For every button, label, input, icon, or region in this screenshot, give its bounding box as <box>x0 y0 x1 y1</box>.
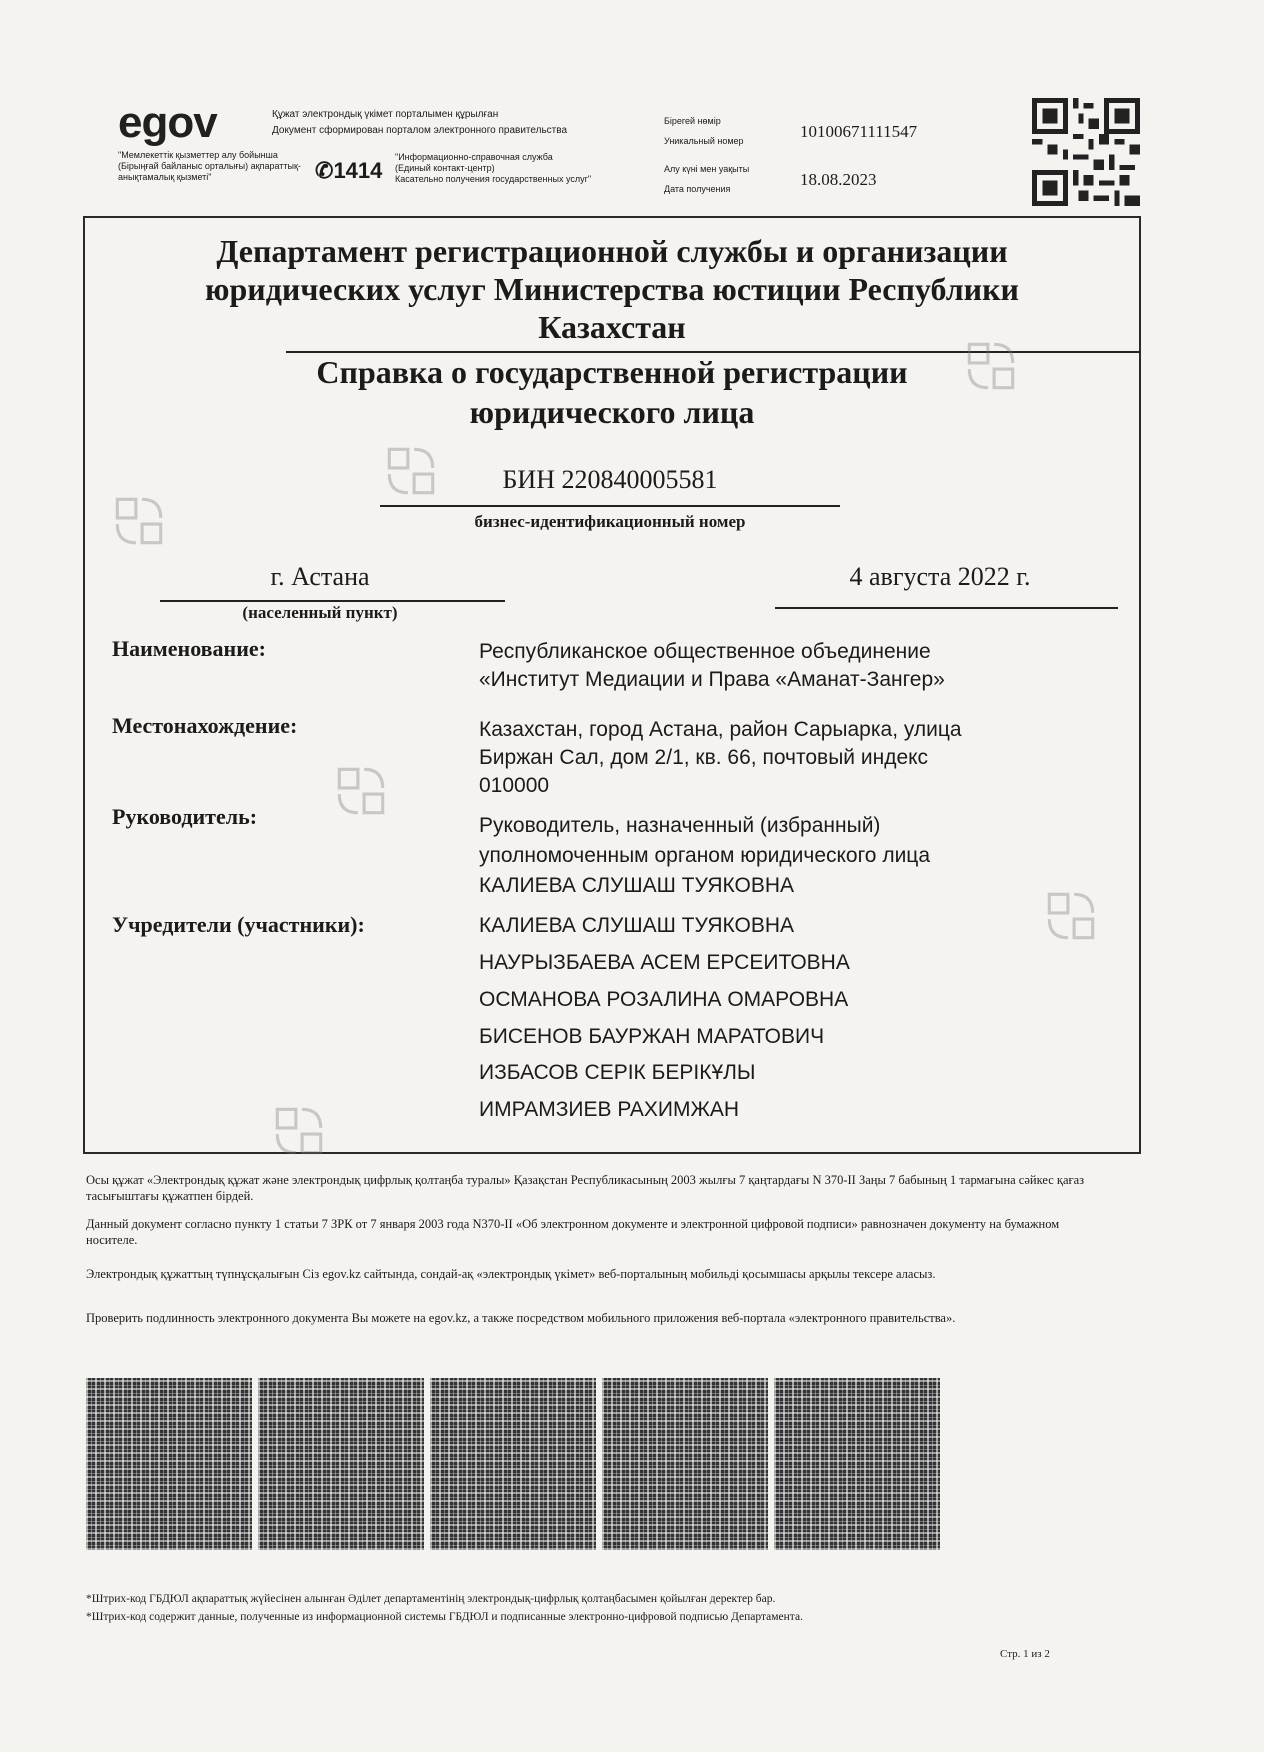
ornament-watermark-icon <box>268 1100 330 1162</box>
founder-item: НАУРЫЗБАЕВА АСЕМ ЕРСЕИТОВНА <box>479 951 850 974</box>
phone-caption-3: Касательно получения государственных услуг" <box>395 174 592 184</box>
legal-note-kz: Осы құжат «Электрондық құжат және электрондық цифрлық қолтаңба туралы» Қазақстан Республикасының 2003 жылғы 7 қаңтардағы N 370-II Заңы 7 бабының 1 тармағына сәйкес қағаз тасығыштағы құжатпен бірдей. <box>86 1173 1085 1203</box>
department-name: Департамент регистрационной службы и организации юридических услуг Министерства юстиции Республики Казахстан <box>205 233 1019 345</box>
page-number: Стр. 1 из 2 <box>1000 1648 1050 1660</box>
contact-phone: ✆1414 <box>315 158 383 183</box>
head-label: Руководитель: <box>112 804 258 829</box>
verify-note-kz: Электрондық құжаттың түпнұсқалығын Сіз egov.kz сайтында, сондай-ақ «электрондық үкімет» веб-порталының мобильді қосымшасы арқылы тексере аласыз. <box>86 1267 936 1281</box>
name-label: Наименование: <box>112 636 266 661</box>
barcode-block <box>602 1378 768 1550</box>
city-label: (населенный пункт) <box>242 603 398 622</box>
ornament-watermark-icon <box>380 440 442 502</box>
barcode-block <box>258 1378 424 1550</box>
founder-item: ИМРАМЗИЕВ РАХИМЖАН <box>479 1098 740 1121</box>
ornament-watermark-icon <box>108 490 170 552</box>
address-value: Казахстан, город Астана, район Сарыарка, улица Биржан Сал, дом 2/1, кв. 66, почтовый индекс 010000 <box>479 718 962 797</box>
name-value: Республиканское общественное объединение «Институт Медиации и Права «Аманат-Зангер» <box>479 640 945 691</box>
head-value: Руководитель, назначенный (избранный) уполномоченным органом юридического лица КАЛИЕВА СЛУШАШ ТУЯКОВНА <box>479 814 931 897</box>
phone-caption-2: (Единый контакт-центр) <box>395 163 495 173</box>
portal-note-ru: Документ сформирован порталом электронного правительства <box>272 125 568 136</box>
address-label: Местонахождение: <box>112 713 298 738</box>
founder-item: КАЛИЕВА СЛУШАШ ТУЯКОВНА <box>479 914 795 937</box>
reg-label-ru: Уникальный номер <box>664 136 744 146</box>
reg-number: 10100671111547 <box>800 122 918 141</box>
phone-icon: ✆ <box>315 158 334 183</box>
date-received: 18.08.2023 <box>800 170 877 189</box>
phone-caption-1: "Информационно-справочная служба <box>395 152 553 162</box>
certificate-title: Справка о государственной регистрации юридического лица <box>316 354 908 430</box>
portal-note-kz: Құжат электрондық үкімет порталымен құрылған <box>272 109 499 120</box>
bin-underline <box>380 505 840 507</box>
barcode-block <box>430 1378 596 1550</box>
verify-note-ru: Проверить подлинность электронного документа Вы можете на egov.kz, а также посредством мобильного приложения веб-портала «электронного правительства». <box>86 1311 956 1325</box>
date-label-ru: Дата получения <box>664 184 731 194</box>
bin-label: бизнес-идентификационный номер <box>474 512 746 531</box>
city-underline <box>160 600 505 602</box>
qr-code-icon <box>1032 98 1140 206</box>
city-value: г. Астана <box>270 562 370 591</box>
egov-logo: egov <box>118 98 217 147</box>
ornament-watermark-icon <box>1040 885 1102 947</box>
barcode-note-kz: *Штрих-код ГБДЮЛ ақпараттық жүйесінен алынған Әділет департаментінің электрондық-цифрлық қолтаңбасымен қойылған деректер бар. <box>86 1593 776 1605</box>
founder-item: БИСЕНОВ БАУРЖАН МАРАТОВИЧ <box>479 1025 825 1048</box>
barcode-block <box>774 1378 940 1550</box>
ornament-watermark-icon <box>960 335 1022 397</box>
date-label-kz: Алу күні мен уақыты <box>664 164 750 174</box>
date-underline <box>775 607 1118 609</box>
reg-label-kz: Бірегей нөмір <box>664 116 721 126</box>
founder-item: ОСМАНОВА РОЗАЛИНА ОМАРОВНА <box>479 988 849 1011</box>
logo-caption: "Мемлекеттік қызметтер алу бойынша (Бірыңғай байланыс орталығы) ақпараттық-анықтамалық қызметі" <box>118 150 301 182</box>
ornament-watermark-icon <box>330 760 392 822</box>
legal-note-ru: Данный документ согласно пункту 1 статьи 7 ЗРК от 7 января 2003 года N370-II «Об электронном документе и электронной цифровой подписи» равнозначен документу на бумажном носителе. <box>86 1217 1060 1247</box>
barcode-block <box>86 1378 252 1550</box>
bin-number: БИН 220840005581 <box>502 465 718 494</box>
founders-label: Учредители (участники): <box>112 912 365 937</box>
registration-date: 4 августа 2022 г. <box>849 562 1031 591</box>
barcode-note-ru: *Штрих-код содержит данные, полученные из информационной системы ГБДЮЛ и подписанные электронно-цифровой подписью Департамента. <box>86 1611 803 1623</box>
founder-item: ИЗБАСОВ СЕРІК БЕРІКҰЛЫ <box>479 1061 756 1084</box>
